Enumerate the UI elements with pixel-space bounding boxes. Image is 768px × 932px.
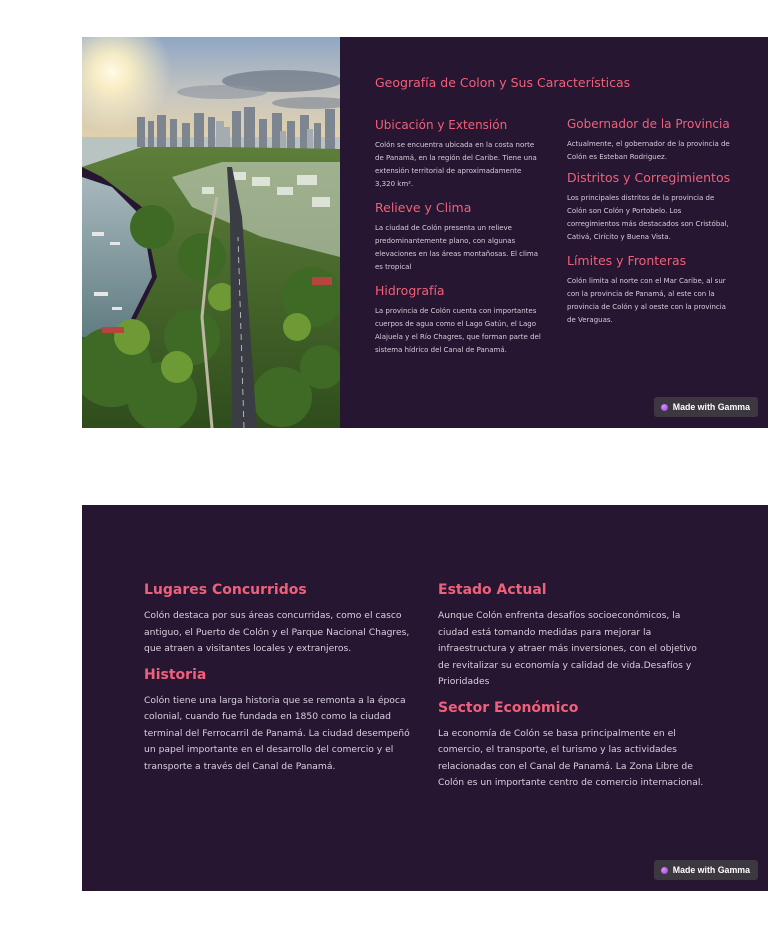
- section-heading-distritos: Distritos y Corregimientos: [567, 170, 731, 185]
- badge-label: Made with Gamma: [672, 865, 750, 875]
- aerial-city-photo: [82, 37, 340, 428]
- section-text-ubicacion: Colón se encuentra ubicada en la costa norte de Panamá, en la región del Caribe. Tiene una extensión territorial de aproximadamente 3,320 km².: [375, 141, 537, 188]
- badge-label: Made with Gamma: [672, 402, 750, 412]
- section-text-limites: Colón limita al norte con el Mar Caribe, al sur con la provincia de Panamá, al este con la provincia de Colón y al oeste con la provincia de Veraguas.: [567, 277, 726, 324]
- section-text-relieve: La ciudad de Colón presenta un relieve predominantemente plano, con algunas elevaciones en las áreas montañosas. El clima es tropical: [375, 224, 539, 271]
- section-text-historia: Colón tiene una larga historia que se remonta a la época colonial, cuando fue fundada en 1850 como la ciudad terminal del Ferrocarril de Panamá. La ciudad desempeñó un papel importante en el desarrollo del comercio y el transporte a través del Canal de Panamá.: [144, 694, 410, 772]
- made-with-gamma-badge[interactable]: [654, 860, 758, 880]
- gamma-logo-icon: [661, 867, 668, 874]
- section-text-gobernador: Actualmente, el gobernador de la provincia de Colón es Esteban Rodriguez.: [567, 140, 730, 161]
- geografia-left-column: [375, 117, 543, 357]
- geografia-right-column: [567, 116, 735, 327]
- section-text-lugares: Colón destaca por sus áreas concurridas, como el casco antiguo, el Puerto de Colón y el Parque Nacional Chagres, que atraen a visitantes locales y extranjeros.: [144, 610, 410, 654]
- section-heading-estado: Estado Actual: [438, 582, 547, 598]
- section-text-sector: La economía de Colón se basa principalmente en el comercio, el transporte, el turismo y las actividades relacionadas con el Canal de Panamá. La Zona Libre de Colón es un importante centro de comercio internacional.: [438, 727, 704, 788]
- section-heading-ubicacion: Ubicación y Extensión: [375, 118, 508, 132]
- slide-lugares-historia: [82, 505, 768, 891]
- slide2-left-column: [144, 580, 410, 775]
- slide-title: Geografía de Colon y Sus Características: [375, 75, 631, 90]
- section-heading-gobernador: Gobernador de la Provincia: [567, 117, 730, 131]
- section-heading-lugares: Lugares Concurridos: [144, 582, 307, 598]
- slide-geografia: [82, 37, 768, 428]
- made-with-gamma-badge[interactable]: [654, 397, 758, 417]
- section-text-hidrografia: La provincia de Colón cuenta con importantes cuerpos de agua como el Lago Gatún, el Lago Alajuela y el Río Chagres, que forman parte del sistema hídrico del Canal de Panamá.: [375, 307, 541, 354]
- section-text-estado: Aunque Colón enfrenta desafíos socioeconómicos, la ciudad está tomando medidas para mejorar la infraestructura y atraer más inversiones, con el objetivo de revitalizar su economía y calidad de vida.Desafíos y Prioridades: [438, 610, 697, 687]
- slide2-right-column: [438, 580, 704, 792]
- section-text-distritos: Los principales distritos de la provincia de Colón son Colón y Portobelo. Los corregimientos más destacados son Cristóbal, Cativá, Cirícito y Buena Vista.: [567, 194, 729, 241]
- section-heading-relieve: Relieve y Clima: [375, 200, 472, 215]
- section-heading-limites: Límites y Fronteras: [567, 253, 687, 268]
- section-heading-sector: Sector Económico: [438, 699, 579, 716]
- gamma-logo-icon: [661, 404, 668, 411]
- section-heading-historia: Historia: [144, 666, 207, 683]
- section-heading-hidrografia: Hidrografía: [375, 283, 445, 298]
